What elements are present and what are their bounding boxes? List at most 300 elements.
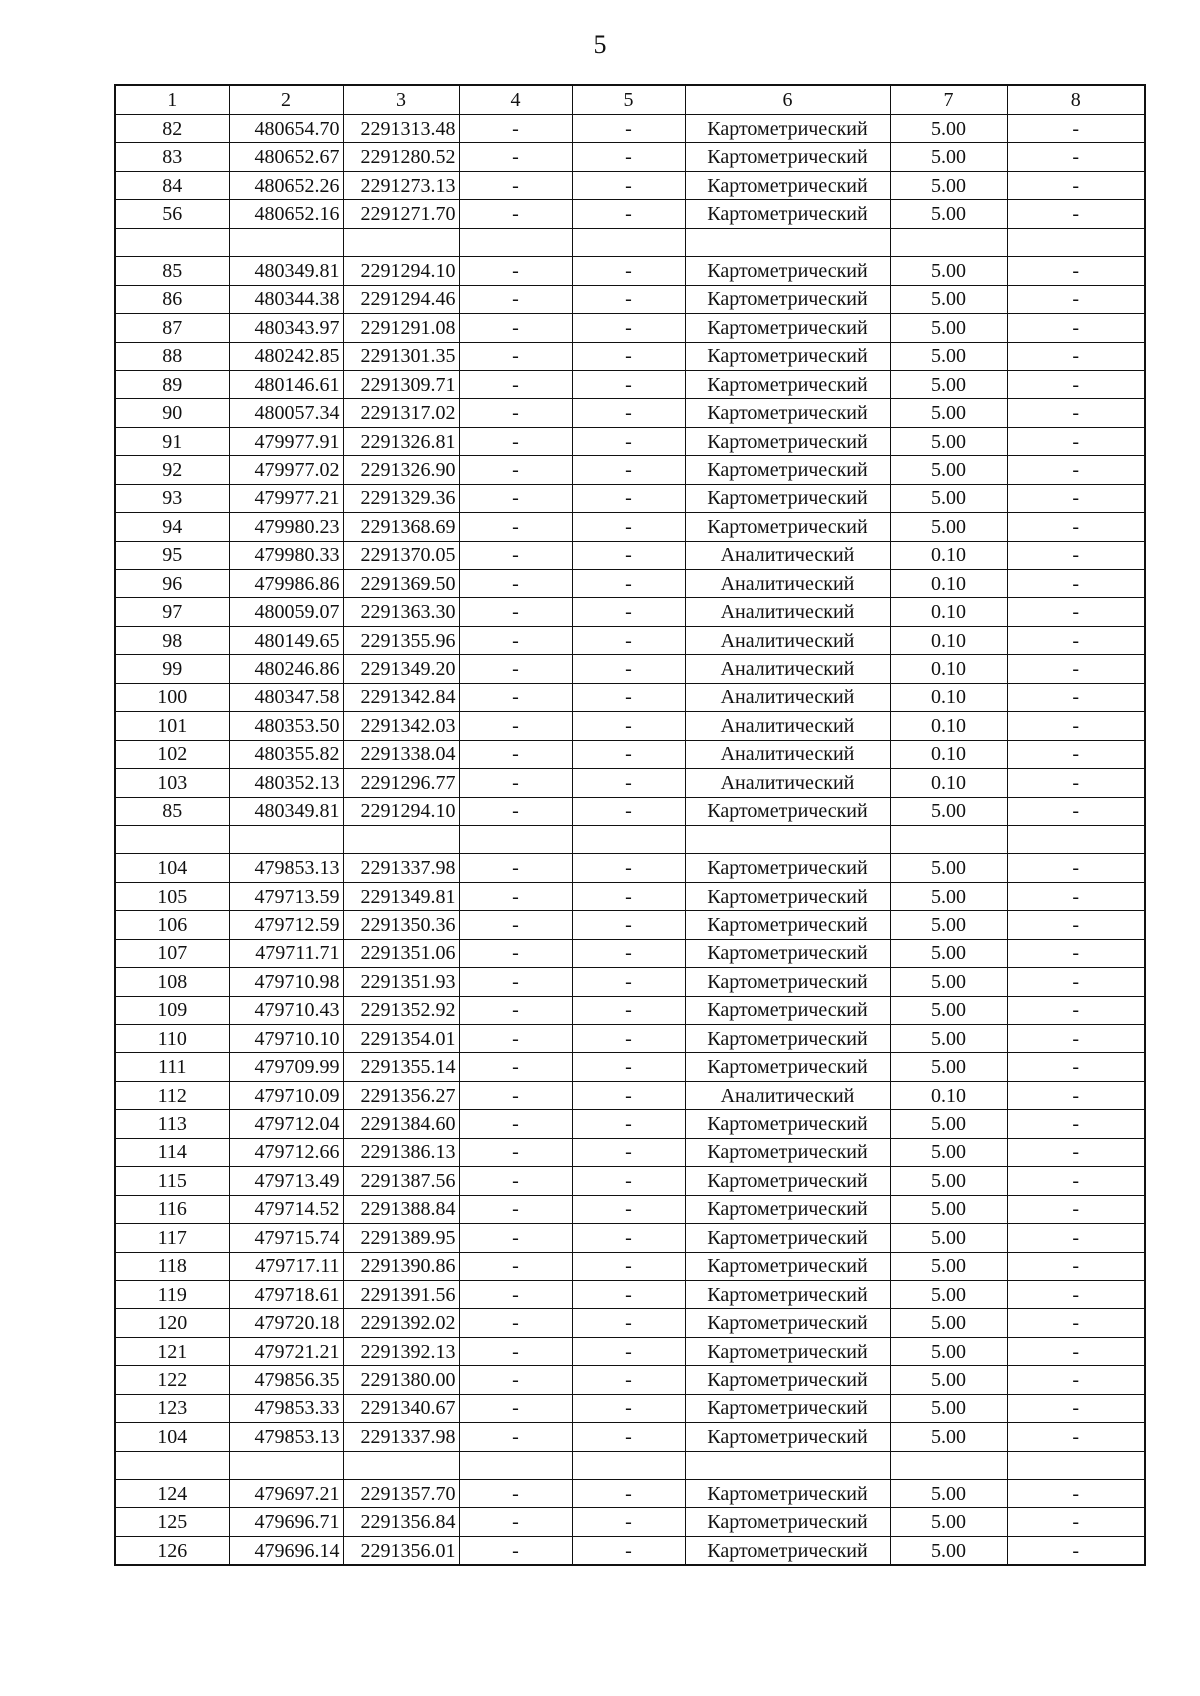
table-cell: Картометрический	[685, 314, 890, 342]
table-cell: 108	[115, 968, 229, 996]
table-cell: 479713.49	[229, 1167, 343, 1195]
table-cell: Аналитический	[685, 541, 890, 569]
column-header: 3	[343, 85, 459, 115]
table-cell: Картометрический	[685, 1536, 890, 1565]
table-cell: 479710.43	[229, 996, 343, 1024]
table-cell: 93	[115, 484, 229, 512]
table-cell: 2291349.20	[343, 655, 459, 683]
table-cell: 2291342.03	[343, 712, 459, 740]
table-cell: -	[459, 854, 572, 882]
table-cell: -	[1007, 570, 1145, 598]
table-cell: 82	[115, 115, 229, 143]
table-cell: 2291363.30	[343, 598, 459, 626]
table-cell: -	[1007, 769, 1145, 797]
table-cell: -	[572, 797, 685, 825]
table-cell: 2291392.02	[343, 1309, 459, 1337]
table-cell: -	[572, 171, 685, 199]
table-row	[115, 1394, 1145, 1422]
table-cell: 5.00	[890, 143, 1007, 171]
table-cell: 479853.13	[229, 1423, 343, 1451]
table-cell: -	[459, 1536, 572, 1565]
table-cell: -	[459, 1337, 572, 1365]
table-cell: 480652.67	[229, 143, 343, 171]
table-cell: -	[459, 683, 572, 711]
table-row	[115, 996, 1145, 1024]
table-cell: -	[459, 1110, 572, 1138]
page-number: 5	[593, 30, 607, 59]
table-cell	[459, 825, 572, 853]
table-cell: Картометрический	[685, 257, 890, 285]
table-cell: Картометрический	[685, 1053, 890, 1081]
column-header: 6	[685, 85, 890, 115]
table-cell: Картометрический	[685, 171, 890, 199]
column-header: 1	[115, 85, 229, 115]
table-cell: 2291294.10	[343, 257, 459, 285]
table-row	[115, 939, 1145, 967]
table-cell: -	[572, 1138, 685, 1166]
table-cell: 480349.81	[229, 257, 343, 285]
table-body	[115, 115, 1145, 1566]
table-cell: -	[572, 200, 685, 228]
table-cell: 479712.04	[229, 1110, 343, 1138]
table-cell: -	[1007, 314, 1145, 342]
table-cell	[890, 825, 1007, 853]
table-cell: Картометрический	[685, 1309, 890, 1337]
table-cell: Картометрический	[685, 1366, 890, 1394]
table-cell: -	[459, 968, 572, 996]
table-cell: Картометрический	[685, 342, 890, 370]
table-cell: 5.00	[890, 1053, 1007, 1081]
table-cell: 2291391.56	[343, 1280, 459, 1308]
table-cell: 85	[115, 797, 229, 825]
coordinates-table	[114, 84, 1146, 1566]
table-cell	[459, 228, 572, 256]
table-cell	[685, 825, 890, 853]
table-cell: -	[1007, 1081, 1145, 1109]
table-cell: 5.00	[890, 1536, 1007, 1565]
table-cell: -	[572, 115, 685, 143]
table-cell: 2291329.36	[343, 484, 459, 512]
table-cell: Картометрический	[685, 996, 890, 1024]
table-cell: -	[1007, 740, 1145, 768]
table-cell: -	[1007, 456, 1145, 484]
table-cell: 84	[115, 171, 229, 199]
table-cell: 479709.99	[229, 1053, 343, 1081]
table-cell: 110	[115, 1025, 229, 1053]
table-cell: -	[572, 911, 685, 939]
table-cell: 56	[115, 200, 229, 228]
table-cell: -	[1007, 797, 1145, 825]
table-cell: 5.00	[890, 1110, 1007, 1138]
table-cell: 5.00	[890, 939, 1007, 967]
table-cell: -	[572, 1110, 685, 1138]
column-header: 7	[890, 85, 1007, 115]
table-cell: 479977.02	[229, 456, 343, 484]
table-cell: 5.00	[890, 1224, 1007, 1252]
table-cell: 0.10	[890, 769, 1007, 797]
table-row	[115, 1138, 1145, 1166]
table-cell: 2291337.98	[343, 854, 459, 882]
table-cell	[685, 228, 890, 256]
table-cell: -	[572, 968, 685, 996]
table-cell: -	[1007, 1423, 1145, 1451]
table-cell	[572, 825, 685, 853]
table-cell: 479715.74	[229, 1224, 343, 1252]
table-cell: 117	[115, 1224, 229, 1252]
table-cell: 2291355.14	[343, 1053, 459, 1081]
table-row	[115, 570, 1145, 598]
table-cell: 479980.33	[229, 541, 343, 569]
table-cell: 5.00	[890, 1167, 1007, 1195]
table-cell: 2291380.00	[343, 1366, 459, 1394]
table-cell: 2291355.96	[343, 626, 459, 654]
table-cell: -	[1007, 1195, 1145, 1223]
table-cell: 5.00	[890, 314, 1007, 342]
table-cell: Картометрический	[685, 968, 890, 996]
table-cell: 2291369.50	[343, 570, 459, 598]
table-cell: 480059.07	[229, 598, 343, 626]
table-row	[115, 285, 1145, 313]
table-cell	[115, 228, 229, 256]
table-cell: 480352.13	[229, 769, 343, 797]
table-cell: -	[572, 484, 685, 512]
table-cell: 96	[115, 570, 229, 598]
column-header: 8	[1007, 85, 1145, 115]
table-cell: -	[459, 939, 572, 967]
table-cell: -	[1007, 1309, 1145, 1337]
table-cell: -	[572, 513, 685, 541]
table-cell: -	[459, 1195, 572, 1223]
table-cell: 5.00	[890, 1025, 1007, 1053]
table-cell: 104	[115, 854, 229, 882]
table-row	[115, 882, 1145, 910]
table-cell: -	[1007, 968, 1145, 996]
table-cell: -	[459, 285, 572, 313]
table-cell: -	[1007, 370, 1145, 398]
table-cell: -	[1007, 911, 1145, 939]
table-cell: 2291357.70	[343, 1480, 459, 1508]
table-cell	[343, 1451, 459, 1479]
table-cell: 479853.13	[229, 854, 343, 882]
table-cell: 112	[115, 1081, 229, 1109]
table-cell: Картометрический	[685, 456, 890, 484]
table-cell: 5.00	[890, 257, 1007, 285]
table-cell: 118	[115, 1252, 229, 1280]
table-cell: Картометрический	[685, 1508, 890, 1536]
table-row	[115, 314, 1145, 342]
table-cell: 2291337.98	[343, 1423, 459, 1451]
table-cell: 480654.70	[229, 115, 343, 143]
table-cell: 0.10	[890, 740, 1007, 768]
table-row	[115, 968, 1145, 996]
table-cell: 5.00	[890, 370, 1007, 398]
table-cell: -	[1007, 1366, 1145, 1394]
table-row	[115, 1224, 1145, 1252]
table-cell	[1007, 1451, 1145, 1479]
table-cell: -	[459, 541, 572, 569]
table-cell	[572, 228, 685, 256]
table-cell: 95	[115, 541, 229, 569]
table-cell: 5.00	[890, 427, 1007, 455]
table-cell: Аналитический	[685, 655, 890, 683]
table-row	[115, 825, 1145, 853]
table-cell: -	[572, 854, 685, 882]
table-cell: 92	[115, 456, 229, 484]
table-cell: -	[572, 996, 685, 1024]
table-cell: -	[459, 171, 572, 199]
table-cell: Картометрический	[685, 939, 890, 967]
table-cell	[229, 228, 343, 256]
table-cell: -	[459, 456, 572, 484]
table-cell: 5.00	[890, 115, 1007, 143]
table-cell: 479714.52	[229, 1195, 343, 1223]
table-cell: 86	[115, 285, 229, 313]
table-cell: 2291294.46	[343, 285, 459, 313]
table-cell: 479718.61	[229, 1280, 343, 1308]
table-row	[115, 456, 1145, 484]
table-cell: 479717.11	[229, 1252, 343, 1280]
table-cell: -	[1007, 854, 1145, 882]
table-row	[115, 769, 1145, 797]
table-cell: 480353.50	[229, 712, 343, 740]
table-cell: 2291390.86	[343, 1252, 459, 1280]
table-cell: -	[459, 399, 572, 427]
table-cell: -	[459, 1508, 572, 1536]
table-cell: 2291342.84	[343, 683, 459, 711]
table-row	[115, 1025, 1145, 1053]
table-cell: -	[459, 1423, 572, 1451]
table-row	[115, 228, 1145, 256]
table-cell: -	[1007, 541, 1145, 569]
table-cell: Аналитический	[685, 626, 890, 654]
table-cell: 2291326.81	[343, 427, 459, 455]
table-cell: Картометрический	[685, 882, 890, 910]
table-row	[115, 1366, 1145, 1394]
table-cell: 5.00	[890, 513, 1007, 541]
table-cell: -	[572, 399, 685, 427]
table-row	[115, 1536, 1145, 1565]
table-cell: 88	[115, 342, 229, 370]
table-cell: -	[1007, 1025, 1145, 1053]
table-cell: 83	[115, 143, 229, 171]
table-cell: 479696.14	[229, 1536, 343, 1565]
table-cell: 2291349.81	[343, 882, 459, 910]
table-cell: 5.00	[890, 854, 1007, 882]
table-cell: Картометрический	[685, 285, 890, 313]
table-cell: 480347.58	[229, 683, 343, 711]
table-cell: 94	[115, 513, 229, 541]
table-cell: -	[459, 626, 572, 654]
table-cell: -	[459, 1167, 572, 1195]
table-cell: -	[572, 427, 685, 455]
table-cell: 2291387.56	[343, 1167, 459, 1195]
table-cell: -	[1007, 626, 1145, 654]
table-cell: 5.00	[890, 1195, 1007, 1223]
table-cell: 480344.38	[229, 285, 343, 313]
table-cell: Картометрический	[685, 1280, 890, 1308]
table-cell: -	[459, 1366, 572, 1394]
table-cell: Картометрический	[685, 854, 890, 882]
table-cell: -	[1007, 1110, 1145, 1138]
table-cell: 479696.71	[229, 1508, 343, 1536]
table-row	[115, 1480, 1145, 1508]
table-cell: Картометрический	[685, 143, 890, 171]
table-row	[115, 1508, 1145, 1536]
table-cell: -	[572, 1081, 685, 1109]
table-row	[115, 1337, 1145, 1365]
table-cell	[229, 1451, 343, 1479]
table-cell: -	[572, 143, 685, 171]
table-cell: 2291370.05	[343, 541, 459, 569]
table-row	[115, 598, 1145, 626]
table-cell: Картометрический	[685, 200, 890, 228]
table-cell: -	[572, 1252, 685, 1280]
table-cell: -	[572, 370, 685, 398]
table-cell: 114	[115, 1138, 229, 1166]
table-cell: -	[572, 712, 685, 740]
table-cell: 102	[115, 740, 229, 768]
table-cell: Картометрический	[685, 1195, 890, 1223]
table-cell: 479710.98	[229, 968, 343, 996]
table-cell: -	[572, 740, 685, 768]
table-cell: -	[1007, 1508, 1145, 1536]
table-row	[115, 370, 1145, 398]
column-header: 4	[459, 85, 572, 115]
table-row	[115, 399, 1145, 427]
table-cell: 2291309.71	[343, 370, 459, 398]
table-cell: 5.00	[890, 1423, 1007, 1451]
table-row	[115, 1110, 1145, 1138]
table-cell: Картометрический	[685, 1167, 890, 1195]
table-cell	[459, 1451, 572, 1479]
table-cell: -	[459, 115, 572, 143]
table-row	[115, 854, 1145, 882]
table-cell: -	[459, 882, 572, 910]
table-cell: -	[572, 1508, 685, 1536]
table-cell: Картометрический	[685, 1138, 890, 1166]
table-cell: -	[572, 1423, 685, 1451]
table-cell: 2291356.27	[343, 1081, 459, 1109]
table-cell: 0.10	[890, 626, 1007, 654]
table-cell: 122	[115, 1366, 229, 1394]
table-cell: 2291294.10	[343, 797, 459, 825]
table-cell: Картометрический	[685, 1480, 890, 1508]
table-cell: 2291317.02	[343, 399, 459, 427]
table-row	[115, 1423, 1145, 1451]
table-cell: 5.00	[890, 484, 1007, 512]
table-cell: Картометрический	[685, 1224, 890, 1252]
table-cell: 97	[115, 598, 229, 626]
table-row	[115, 683, 1145, 711]
table-cell: Картометрический	[685, 115, 890, 143]
table-row	[115, 1053, 1145, 1081]
table-cell: Картометрический	[685, 484, 890, 512]
table-cell: 479721.21	[229, 1337, 343, 1365]
table-cell: Аналитический	[685, 712, 890, 740]
table-cell: Аналитический	[685, 1081, 890, 1109]
table-row	[115, 115, 1145, 143]
table-cell: 5.00	[890, 996, 1007, 1024]
table-cell: 5.00	[890, 285, 1007, 313]
table-cell: 5.00	[890, 882, 1007, 910]
table-cell: -	[1007, 285, 1145, 313]
table-cell: -	[572, 1167, 685, 1195]
table-row	[115, 626, 1145, 654]
table-row	[115, 513, 1145, 541]
table-row	[115, 427, 1145, 455]
table-row	[115, 1252, 1145, 1280]
table-cell: -	[1007, 427, 1145, 455]
table-cell: 479980.23	[229, 513, 343, 541]
table-cell: 5.00	[890, 342, 1007, 370]
table-cell	[572, 1451, 685, 1479]
table-cell: -	[1007, 996, 1145, 1024]
table-cell: 100	[115, 683, 229, 711]
table-cell: -	[1007, 1480, 1145, 1508]
table-cell: 479710.09	[229, 1081, 343, 1109]
table-cell: -	[459, 1480, 572, 1508]
table-row	[115, 1195, 1145, 1223]
table-cell: 5.00	[890, 1252, 1007, 1280]
table-cell: 480246.86	[229, 655, 343, 683]
table-cell: -	[1007, 1138, 1145, 1166]
table-cell	[229, 825, 343, 853]
column-header: 5	[572, 85, 685, 115]
table-cell: 479713.59	[229, 882, 343, 910]
table-cell: -	[572, 1309, 685, 1337]
table-cell: -	[459, 655, 572, 683]
table-cell: 126	[115, 1536, 229, 1565]
table-cell	[890, 1451, 1007, 1479]
table-cell: -	[459, 1224, 572, 1252]
table-cell	[890, 228, 1007, 256]
table-cell: Картометрический	[685, 427, 890, 455]
table-cell: 479712.59	[229, 911, 343, 939]
table-cell: 2291338.04	[343, 740, 459, 768]
table-cell: 87	[115, 314, 229, 342]
table-cell: -	[1007, 598, 1145, 626]
table-cell	[1007, 825, 1145, 853]
table-cell: 2291392.13	[343, 1337, 459, 1365]
table-cell: 101	[115, 712, 229, 740]
table-cell: -	[459, 314, 572, 342]
table-cell: 5.00	[890, 1138, 1007, 1166]
table-cell: -	[459, 484, 572, 512]
table-cell: -	[459, 570, 572, 598]
table-cell: -	[1007, 171, 1145, 199]
table-cell: -	[1007, 1280, 1145, 1308]
table-cell: 85	[115, 257, 229, 285]
table-cell: -	[459, 143, 572, 171]
table-row	[115, 484, 1145, 512]
table-cell: -	[459, 598, 572, 626]
table-cell: 5.00	[890, 968, 1007, 996]
table-cell: 5.00	[890, 1508, 1007, 1536]
table-cell: 89	[115, 370, 229, 398]
table-cell: 2291291.08	[343, 314, 459, 342]
table-cell: 106	[115, 911, 229, 939]
table-cell: 5.00	[890, 911, 1007, 939]
table-cell: 479977.91	[229, 427, 343, 455]
table-cell: -	[1007, 484, 1145, 512]
table-cell: -	[572, 882, 685, 910]
table-cell: 123	[115, 1394, 229, 1422]
table-cell: -	[1007, 399, 1145, 427]
table-cell: 2291384.60	[343, 1110, 459, 1138]
table-row	[115, 712, 1145, 740]
table-cell: -	[572, 1337, 685, 1365]
table-cell: 105	[115, 882, 229, 910]
